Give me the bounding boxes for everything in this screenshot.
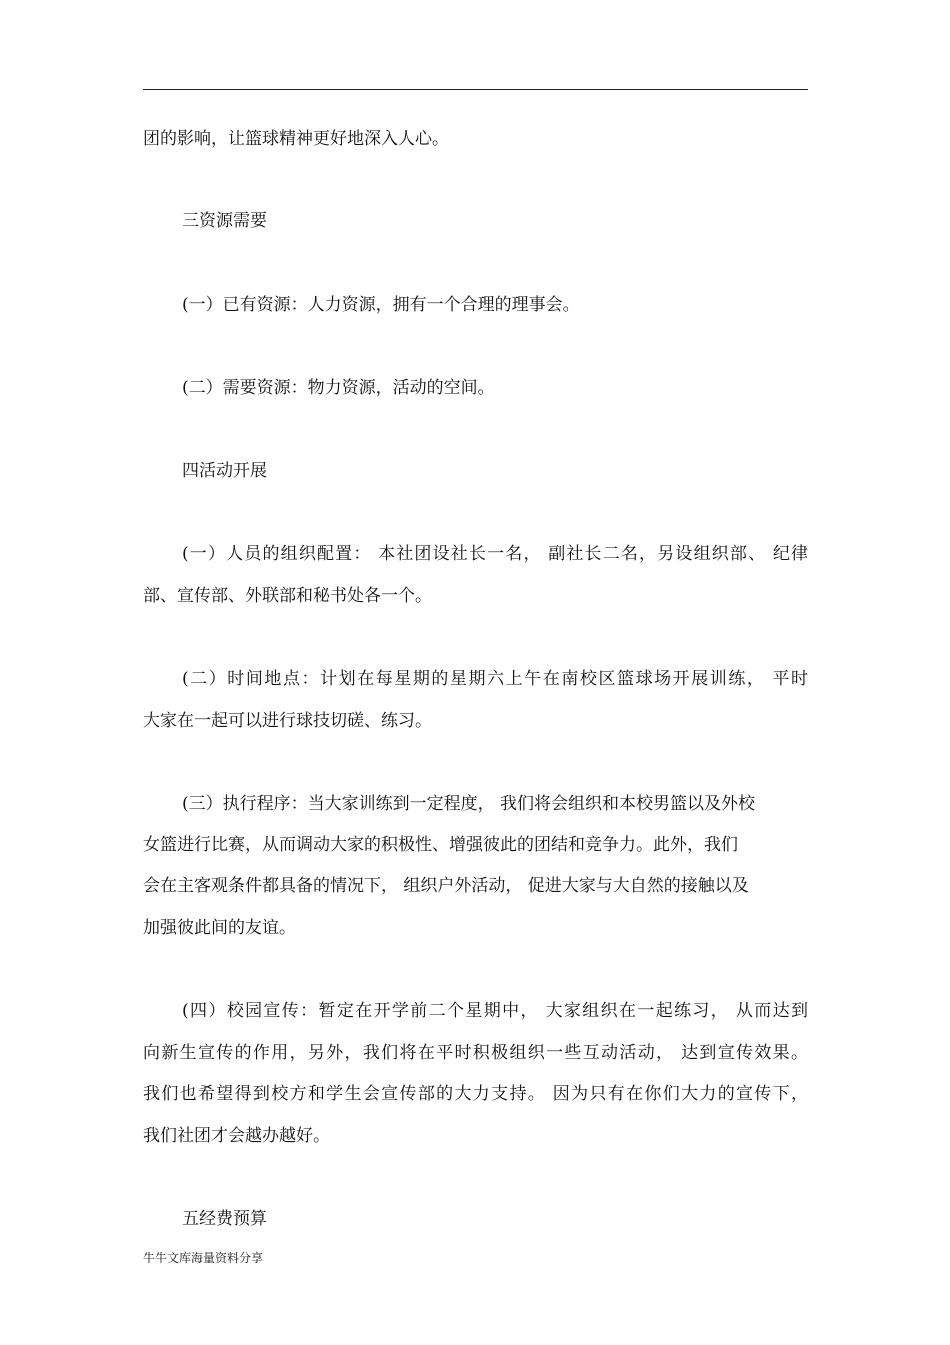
activity-item-4-line-3: 我们也希望得到校方和学生会宣传部的大力支持。 因为只有在你们大力的宣传下， (143, 1084, 808, 1104)
activity-item-3-line-2: 女篮进行比赛，从而调动大家的积极性、增强彼此的团结和竞争力。此外，我们 (143, 835, 738, 855)
section-heading-budget: 五经费预算 (182, 1209, 267, 1229)
activity-item-3-line-4: 加强彼此间的友谊。 (143, 918, 296, 938)
activity-item-1-line-2: 部、宣传部、外联部和秘书处各一个。 (143, 586, 432, 606)
activity-item-2-line-1: (二）时间地点：计划在每星期的星期六上午在南校区篮球场开展训练， 平时 (182, 669, 808, 689)
activity-item-3-line-1: (三）执行程序：当大家训练到一定程度， 我们将会组织和本校男篮以及外校 (182, 794, 756, 814)
activity-item-2-line-2: 大家在一起可以进行球技切磋、练习。 (143, 711, 432, 731)
resource-item-1: (一）已有资源：人力资源，拥有一个合理的理事会。 (182, 295, 580, 315)
header-rule (143, 89, 808, 90)
activity-item-1-line-1: (一）人员的组织配置： 本社团设社长一名， 副社长二名，另设组织部、 纪律 (182, 544, 808, 564)
activity-item-4-line-4: 我们社团才会越办越好。 (143, 1126, 330, 1146)
activity-item-4-line-1: (四）校园宣传：暂定在开学前二个星期中， 大家组织在一起练习， 从而达到 (182, 1001, 808, 1021)
activity-item-3-line-3: 会在主客观条件都具备的情况下， 组织户外活动， 促进大家与大自然的接触以及 (143, 876, 749, 896)
resource-item-2: (二）需要资源：物力资源，活动的空间。 (182, 378, 495, 398)
activity-item-4-line-2: 向新生宣传的作用，另外，我们将在平时积极组织一些互动活动， 达到宣传效果。 (143, 1043, 808, 1063)
paragraph-line-1: 团的影响，让篮球精神更好地深入人心。 (143, 129, 449, 149)
section-heading-resources: 三资源需要 (182, 211, 267, 231)
section-heading-activities: 四活动开展 (182, 461, 267, 481)
page-footer: 牛牛文库海量资料分享 (143, 1251, 264, 1265)
